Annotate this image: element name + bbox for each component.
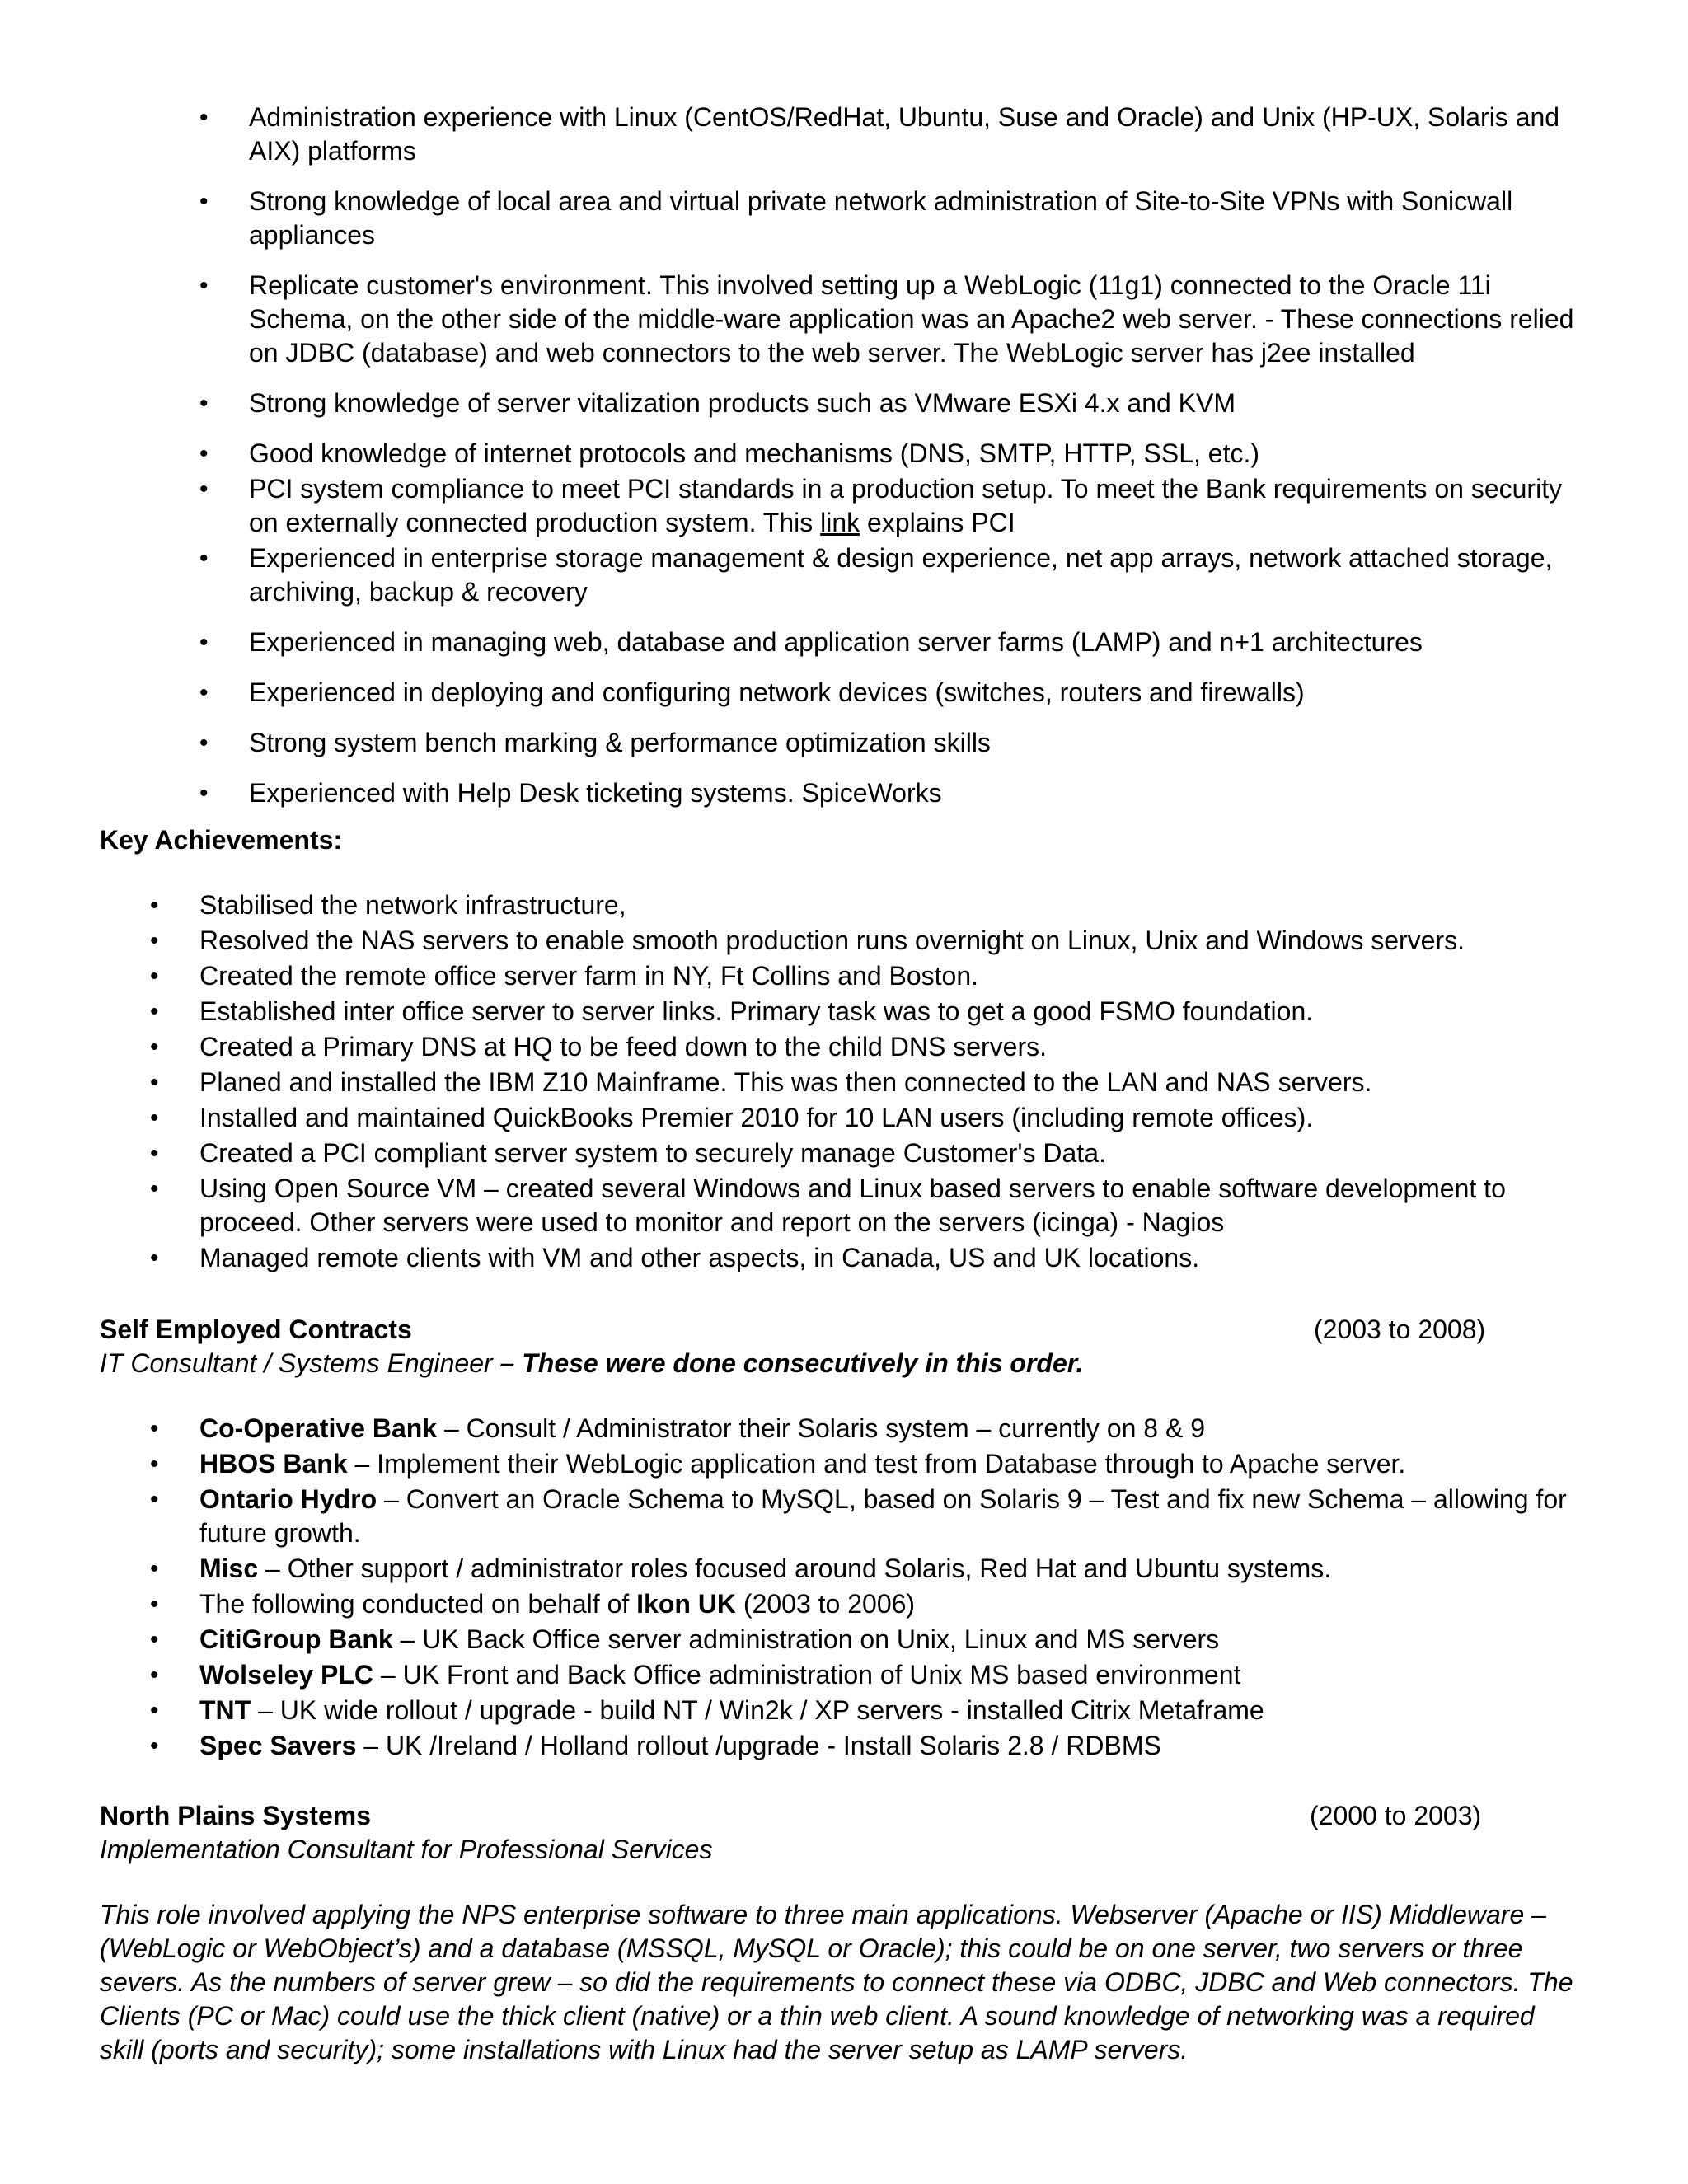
achievement-item: • Resolved the NAS servers to enable smooth production runs overnight on Linux, Unix and Windows servers.: [0, 924, 1601, 958]
skill-item: • Strong system bench marking & performance optimization skills: [0, 726, 1584, 760]
bullet-icon: •: [199, 629, 209, 656]
achievement-item: • Planed and installed the IBM Z10 Mainframe. This was then connected to the LAN and NAS servers.: [0, 1066, 1601, 1099]
bullet-icon: •: [199, 729, 209, 757]
skill-item: • Administration experience with Linux (CentOS/RedHat, Ubuntu, Suse and Oracle) and Unix (HP-UX, Solaris and AIX) platforms: [199, 102, 1560, 166]
bullet-icon: •: [199, 476, 209, 503]
skill-item: • Experienced in managing web, database and application server farms (LAMP) and n+1 architectures: [0, 626, 1584, 659]
achievement-item: • Stabilised the network infrastructure,: [0, 888, 1601, 922]
self-employed-role: IT Consultant / Systems Engineer – These were done consecutively in this order.: [100, 1348, 1084, 1378]
bullet-icon: •: [150, 1697, 159, 1724]
contract-item: • Wolseley PLC – UK Front and Back Office administration of Unix MS based environment: [0, 1658, 1601, 1692]
contract-item: • Misc – Other support / administrator roles focused around Solaris, Red Hat and Ubuntu systems.: [0, 1552, 1601, 1586]
bullet-icon: •: [150, 1033, 159, 1061]
skills-list: [0, 101, 1688, 827]
bullet-icon: •: [199, 272, 209, 299]
contract-item: • Spec Savers – UK /Ireland / Holland rollout /upgrade - Install Solaris 2.8 / RDBMS: [0, 1729, 1601, 1763]
contract-item: • HBOS Bank – Implement their WebLogic application and test from Database through to Apache server.: [0, 1447, 1601, 1481]
skill-item: • Replicate customer's environment. This involved setting up a WebLogic (11g1) connected to the Oracle 11i Schema, on the other side of the middle-ware application was an Apache2 web server. - These connections relied on JDBC (database) and web connectors to the web server. The WebLogic server has j2ee installed: [199, 270, 1574, 368]
north-plains-dates: (2000 to 2003): [1310, 1801, 1482, 1830]
bullet-icon: •: [150, 1732, 159, 1760]
skill-item: • Experienced in enterprise storage management & design experience, net app arrays, network attached storage, archiving, backup & recovery: [199, 543, 1553, 607]
bullet-icon: •: [150, 963, 159, 990]
contract-item: • CitiGroup Bank – UK Back Office server administration on Unix, Linux and MS servers: [0, 1623, 1601, 1657]
bullet-icon: •: [199, 440, 209, 467]
achievement-item: • Installed and maintained QuickBooks Premier 2010 for 10 LAN users (including remote offices).: [0, 1101, 1601, 1135]
bullet-icon: •: [150, 1661, 159, 1689]
bullet-icon: •: [150, 892, 159, 919]
bullet-icon: •: [199, 545, 209, 572]
key-achievements-heading: Key Achievements:: [100, 825, 343, 855]
north-plains-description: This role involved applying the NPS enterprise software to three main applications. Webserver (Apache or IIS) Middleware – (WebLogic or WebObject’s) and a database (MSSQL, MySQL or Oracle); this could be on one server, two servers or three severs. As the numbers of server grew – so did the requirements to connect these via ODBC, JDBC and Web connectors. The Clients (PC or Mac) could use the thick client (native) or a thin web client. A sound knowledge of networking was a required skill (ports and security); some installations with Linux had the server setup as LAMP servers.: [100, 1900, 1573, 2064]
bullet-icon: •: [150, 1415, 159, 1442]
skill-item: • Strong knowledge of local area and virtual private network administration of Site-to-Site VPNs with Sonicwall appliances: [199, 186, 1513, 250]
bullet-icon: •: [150, 1104, 159, 1132]
achievement-item: • Managed remote clients with VM and other aspects, in Canada, US and UK locations.: [0, 1241, 1601, 1275]
bullet-icon: •: [199, 188, 209, 215]
bullet-icon: •: [150, 1140, 159, 1167]
bullet-icon: •: [150, 1486, 159, 1513]
contract-item: • Ontario Hydro – Convert an Oracle Schema to MySQL, based on Solaris 9 – Test and fix new Schema – allowing for future growth.: [150, 1484, 1567, 1548]
bullet-icon: •: [199, 679, 209, 706]
skill-item: • Experienced with Help Desk ticketing systems. SpiceWorks: [0, 776, 1584, 810]
bullet-icon: •: [150, 1451, 159, 1478]
north-plains-role: Implementation Consultant for Professional Services: [100, 1835, 713, 1864]
achievements-list: [0, 888, 1688, 1277]
achievement-item: • Created the remote office server farm in NY, Ft Collins and Boston.: [0, 959, 1601, 993]
pci-link[interactable]: link: [820, 508, 860, 537]
skill-item: • PCI system compliance to meet PCI standards in a production setup. To meet the Bank requirements on security on externally connected production system. This link explains PCI: [199, 474, 1563, 537]
skill-item: • Experienced in deploying and configuring network devices (switches, routers and firewalls): [0, 676, 1584, 710]
self-employed-heading: Self Employed Contracts: [100, 1315, 412, 1344]
bullet-icon: •: [150, 927, 159, 954]
contract-item: • Co-Operative Bank – Consult / Administrator their Solaris system – currently on 8 & 9: [0, 1412, 1601, 1446]
bullet-icon: •: [199, 780, 209, 807]
achievement-item: • Created a Primary DNS at HQ to be feed down to the child DNS servers.: [0, 1030, 1601, 1064]
bullet-icon: •: [150, 1244, 159, 1272]
achievement-item: • Established inter office server to server links. Primary task was to get a good FSMO foundation.: [0, 995, 1601, 1029]
bullet-icon: •: [150, 1175, 159, 1202]
contract-item: • TNT – UK wide rollout / upgrade - build NT / Win2k / XP servers - installed Citrix Metaframe: [0, 1694, 1601, 1727]
contract-item: • The following conducted on behalf of Ikon UK (2003 to 2006): [0, 1587, 1601, 1621]
self-employed-dates: (2003 to 2008): [1314, 1315, 1486, 1344]
bullet-icon: •: [150, 1591, 159, 1618]
contracts-list: [0, 1412, 1688, 1765]
bullet-icon: •: [199, 104, 209, 131]
bullet-icon: •: [150, 1555, 159, 1582]
achievement-item: • Using Open Source VM – created several Windows and Linux based servers to enable software development to proceed. Other servers were used to monitor and report on the servers (icinga) - Nagios: [150, 1174, 1506, 1237]
bullet-icon: •: [150, 1626, 159, 1653]
north-plains-heading: North Plains Systems: [100, 1801, 371, 1830]
achievement-item: • Created a PCI compliant server system to securely manage Customer's Data.: [0, 1137, 1601, 1170]
bullet-icon: •: [199, 390, 209, 417]
skill-item: • Good knowledge of internet protocols and mechanisms (DNS, SMTP, HTTP, SSL, etc.): [0, 437, 1584, 471]
bullet-icon: •: [150, 998, 159, 1025]
bullet-icon: •: [150, 1069, 159, 1096]
skill-item: • Strong knowledge of server vitalization products such as VMware ESXi 4.x and KVM: [0, 387, 1584, 420]
